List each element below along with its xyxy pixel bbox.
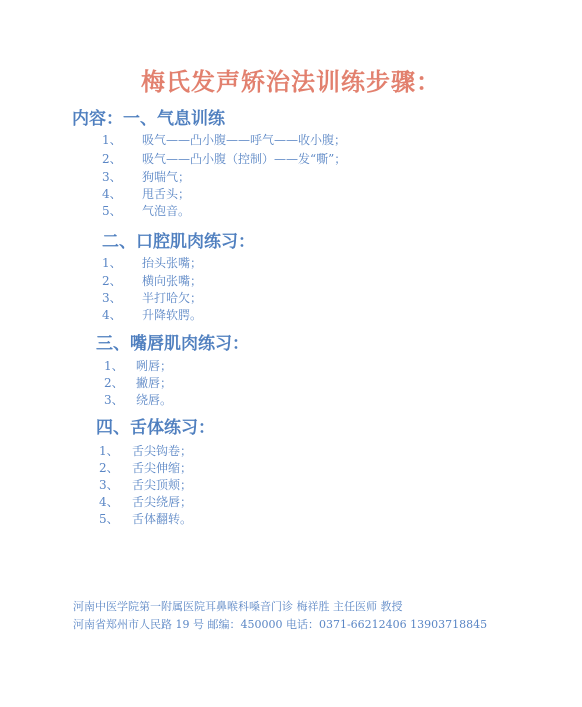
item-text: 半打哈欠； (142, 291, 203, 305)
item-number: 1、 (99, 444, 119, 458)
item-text: 撇唇； (136, 376, 173, 390)
list-item (102, 272, 202, 289)
item-text: 咧唇； (136, 359, 173, 373)
item-text: 升降软腭。 (142, 308, 203, 322)
list-item (102, 202, 190, 219)
item-text: 舌体翻转。 (132, 512, 193, 526)
item-text: 抬头张嘴； (142, 256, 203, 270)
page-title: 梅氏发声矫治法训练步骤： (141, 67, 441, 96)
list-item (99, 442, 192, 459)
item-text: 甩舌头； (142, 187, 191, 201)
item-text: 舌尖绕唇； (132, 495, 193, 509)
item-number: 1、 (104, 359, 124, 373)
section-heading-tongue: 四、舌体练习： (96, 418, 215, 438)
list-item (102, 168, 190, 185)
list-item (104, 374, 172, 391)
item-number: 2、 (104, 376, 124, 390)
item-number: 2、 (99, 461, 119, 475)
item-text: 绕唇。 (136, 393, 173, 407)
item-number: 3、 (102, 291, 122, 305)
list-item (99, 476, 192, 493)
section-heading-breathing: 内容：一、气息训练 (72, 109, 225, 129)
item-text: 吸气——凸小腹（控制）——发“嘶”； (142, 152, 347, 166)
section-heading-lip-muscle: 三、嘴唇肌肉练习： (96, 334, 249, 354)
footer-clinic-line: 河南中医学院第一附属医院耳鼻喉科嗓音门诊 梅祥胜 主任医师 教授 (73, 600, 403, 613)
list-item (102, 306, 202, 323)
item-number: 2、 (102, 274, 122, 288)
item-number: 4、 (102, 187, 122, 201)
section-heading-mouth-muscle: 二、口腔肌肉练习： (102, 232, 255, 252)
item-number: 2、 (102, 152, 122, 166)
item-number: 5、 (99, 512, 119, 526)
item-number: 5、 (102, 204, 122, 218)
item-number: 3、 (104, 393, 124, 407)
item-number: 1、 (102, 256, 122, 270)
list-item (102, 150, 346, 167)
list-item (102, 289, 202, 306)
item-text: 狗喘气； (142, 170, 191, 184)
list-item (99, 459, 192, 476)
item-text: 气泡音。 (142, 204, 191, 218)
list-item (99, 510, 192, 527)
list-item (102, 131, 346, 148)
item-number: 1、 (102, 133, 122, 147)
item-number: 4、 (99, 495, 119, 509)
item-text: 吸气——凸小腹——呼气——收小腹； (142, 133, 347, 147)
list-item (104, 391, 172, 408)
item-text: 横向张嘴； (142, 274, 203, 288)
item-number: 4、 (102, 308, 122, 322)
item-text: 舌尖顶颊； (132, 478, 193, 492)
item-text: 舌尖伸缩； (132, 461, 193, 475)
item-number: 3、 (99, 478, 119, 492)
item-text: 舌尖钩卷； (132, 444, 193, 458)
list-item (102, 185, 190, 202)
list-item (104, 357, 172, 374)
list-item (102, 254, 202, 271)
footer-contact-line: 河南省郑州市人民路 19 号 邮编：450000 电话：0371-66212406 13903718845 (73, 618, 488, 631)
item-number: 3、 (102, 170, 122, 184)
list-item (99, 493, 192, 510)
